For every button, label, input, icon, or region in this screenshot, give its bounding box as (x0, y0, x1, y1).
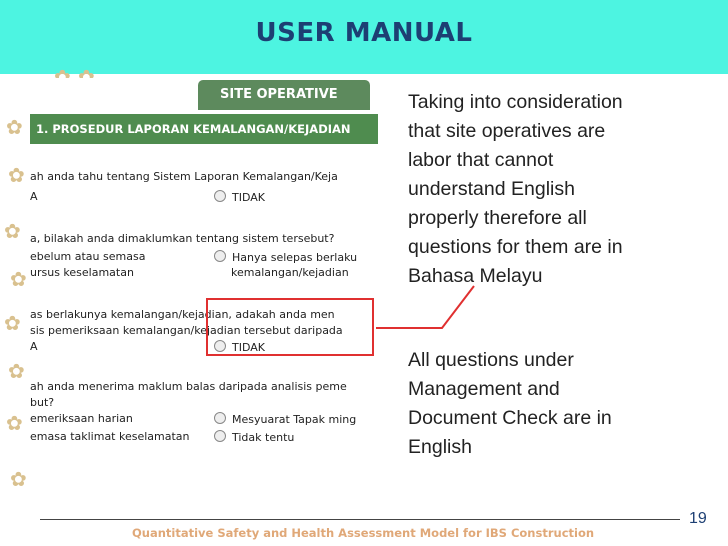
note-block-1 (408, 88, 623, 291)
tab-site-operative[interactable]: SITE OPERATIVE (198, 80, 370, 110)
radio-option-hanya-selepas[interactable]: Hanya selepas berlaku (214, 250, 357, 264)
note-line: labor that cannot (408, 149, 554, 171)
radio-option-tidak[interactable]: TIDAK (214, 190, 265, 204)
option-text: emeriksaan harian (30, 412, 133, 425)
option-text: emasa taklimat keselamatan (30, 430, 190, 443)
option-text: kemalangan/kejadian (231, 266, 349, 279)
question-text: but? (30, 396, 55, 409)
note-line: Bahasa Melayu (408, 265, 543, 287)
note-line: English (408, 436, 472, 458)
radio-option-tidak-tentu[interactable]: Tidak tentu (214, 430, 294, 444)
question-text: sis pemeriksaan kemalangan/kejadian tersebut daripada (30, 324, 343, 337)
note-block-2 (408, 346, 612, 462)
note-line: that site operatives are (408, 120, 606, 142)
option-text: ebelum atau semasa (30, 250, 146, 263)
radio-option-mesyuarat[interactable]: Mesyuarat Tapak ming (214, 412, 356, 426)
floral-decoration: ✿ ✿ ✿ ✿ ✿ ✿ ✿ ✿ (4, 117, 27, 491)
question-text: ah anda menerima maklum balas daripada analisis peme (30, 380, 347, 393)
page-number: 19 (689, 510, 707, 527)
footer-text: Quantitative Safety and Health Assessment Model for IBS Construction (132, 526, 595, 540)
note-line: questions for them are in (408, 236, 623, 258)
section-title-bar: 1. PROSEDUR LAPORAN KEMALANGAN/KEJADIAN (30, 114, 378, 144)
note-line: Taking into consideration (408, 91, 623, 113)
footer-divider (40, 519, 680, 520)
note-line: understand English (408, 178, 575, 200)
question-text: as berlakunya kemalangan/kejadian, adakah anda men (30, 308, 335, 321)
question-text: ah anda tahu tentang Sistem Laporan Kemalangan/Keja (30, 170, 338, 183)
option-letter: A (30, 340, 38, 353)
note-line: Document Check are in (408, 407, 612, 429)
option-text: ursus keselamatan (30, 266, 134, 279)
slide-title: USER MANUAL (255, 18, 473, 48)
radio-option-tidak[interactable]: TIDAK (214, 340, 265, 354)
note-line: Management and (408, 378, 560, 400)
option-letter: A (30, 190, 38, 203)
note-line: All questions under (408, 349, 574, 371)
note-line: properly therefore all (408, 207, 587, 229)
question-text: a, bilakah anda dimaklumkan tentang sistem tersebut? (30, 232, 335, 245)
